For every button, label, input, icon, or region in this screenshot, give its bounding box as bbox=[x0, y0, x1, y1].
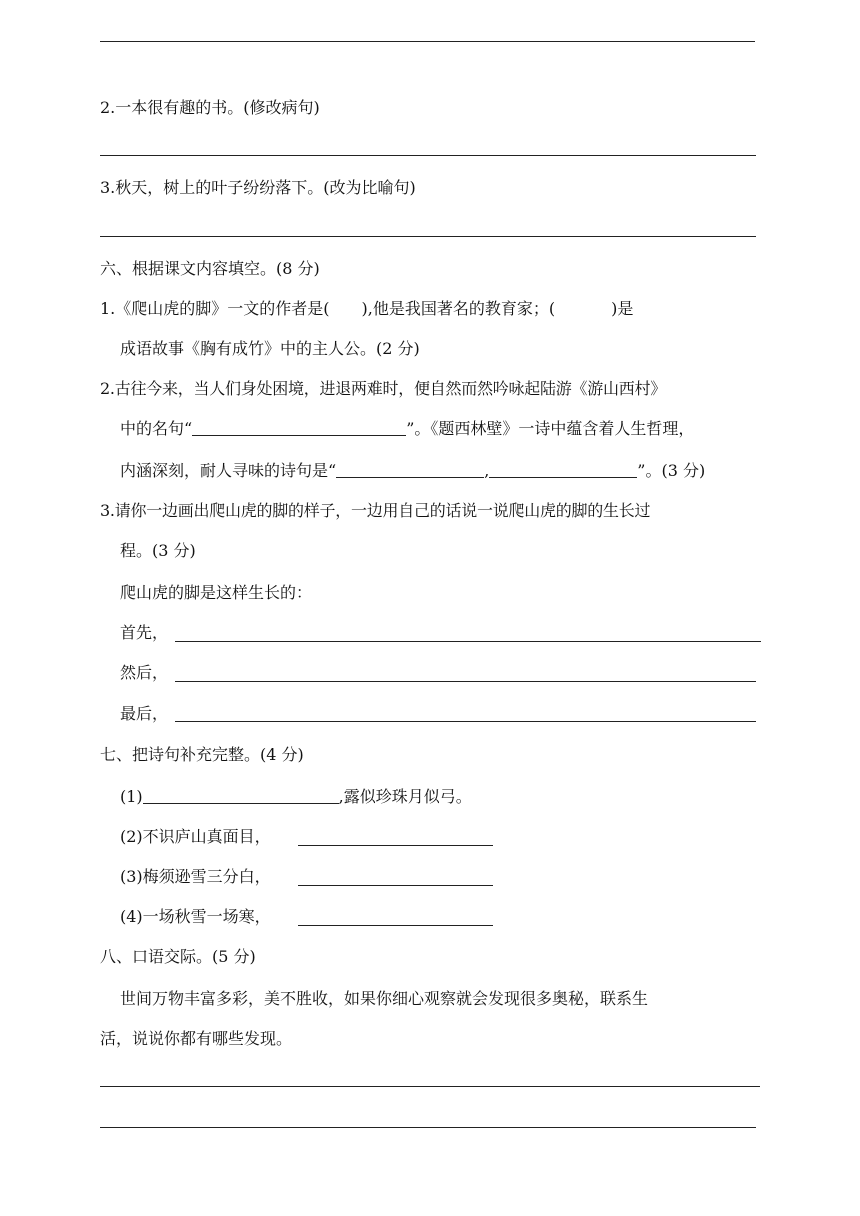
fill-blank[interactable] bbox=[336, 461, 484, 478]
answer-line[interactable] bbox=[298, 885, 493, 886]
fill-blank[interactable] bbox=[143, 787, 339, 804]
question-6-2-line-1: 2.古往今来，当人们身处困境，进退两难时，便自然而然吟咏起陆游《游山西村》 bbox=[100, 379, 667, 398]
answer-line[interactable] bbox=[175, 721, 756, 722]
fill-blank[interactable] bbox=[192, 419, 406, 436]
answer-line[interactable] bbox=[175, 641, 761, 642]
question-6-1-text-b: ),他是我国著名的教育家；( bbox=[361, 299, 556, 318]
section-8-prompt-line-2: 活，说说你都有哪些发现。 bbox=[100, 1029, 293, 1048]
question-6-2-line-2 bbox=[120, 418, 694, 440]
last-label: 最后， bbox=[120, 704, 169, 723]
poem-item-1-prefix: (1) bbox=[120, 787, 143, 806]
first-label: 首先， bbox=[120, 623, 169, 642]
answer-line bbox=[100, 41, 755, 42]
question-6-1-text-a: 1.《爬山虎的脚》一文的作者是( bbox=[100, 299, 330, 318]
question-6-2-text-d: , bbox=[484, 461, 490, 480]
question-6-2-text-c: 内涵深刻，耐人寻味的诗句是“ bbox=[120, 461, 337, 480]
question-6-1-line-2: 成语故事《胸有成竹》中的主人公。(2 分) bbox=[120, 339, 420, 358]
answer-line bbox=[100, 155, 756, 156]
question-5-2: 2.一本很有趣的书。(修改病句) bbox=[100, 98, 320, 117]
question-6-3-intro: 爬山虎的脚是这样生长的： bbox=[120, 583, 313, 602]
poem-item-1 bbox=[120, 786, 472, 808]
then-label: 然后， bbox=[120, 663, 169, 682]
section-7-heading: 七、把诗句补充完整。(4 分) bbox=[100, 745, 304, 764]
section-6-heading: 六、根据课文内容填空。(8 分) bbox=[100, 259, 320, 278]
question-6-1-line-1 bbox=[100, 298, 633, 320]
poem-item-1-text: ,露似珍珠月似弓。 bbox=[338, 787, 472, 806]
answer-line[interactable] bbox=[298, 845, 493, 846]
answer-line[interactable] bbox=[298, 925, 493, 926]
question-6-3-line-2: 程。(3 分) bbox=[120, 541, 196, 560]
question-6-2-text-a: 中的名句“ bbox=[120, 419, 193, 438]
question-6-2-text-b: ”。《题西林壁》一诗中蕴含着人生哲理， bbox=[406, 419, 695, 438]
section-8-heading: 八、口语交际。(5 分) bbox=[100, 947, 256, 966]
answer-line[interactable] bbox=[175, 681, 756, 682]
answer-line[interactable] bbox=[100, 1127, 756, 1128]
question-6-3-line-1: 3.请你一边画出爬山虎的脚的样子，一边用自己的话说一说爬山虎的脚的生长过 bbox=[100, 501, 651, 520]
section-8-prompt-line-1: 世间万物丰富多彩，美不胜收，如果你细心观察就会发现很多奥秘，联系生 bbox=[120, 989, 649, 1008]
fill-blank[interactable] bbox=[489, 461, 637, 478]
question-6-2-text-e: ”。(3 分) bbox=[637, 461, 706, 480]
question-6-2-line-3 bbox=[120, 460, 705, 482]
question-5-3: 3.秋天，树上的叶子纷纷落下。(改为比喻句) bbox=[100, 178, 416, 197]
poem-item-3: (3)梅须逊雪三分白， bbox=[120, 867, 271, 886]
answer-line[interactable] bbox=[100, 1086, 760, 1087]
poem-item-4: (4)一场秋雪一场寒， bbox=[120, 907, 271, 926]
answer-line bbox=[100, 236, 756, 237]
poem-item-2: (2)不识庐山真面目， bbox=[120, 827, 271, 846]
question-6-1-text-c: )是 bbox=[611, 299, 634, 318]
